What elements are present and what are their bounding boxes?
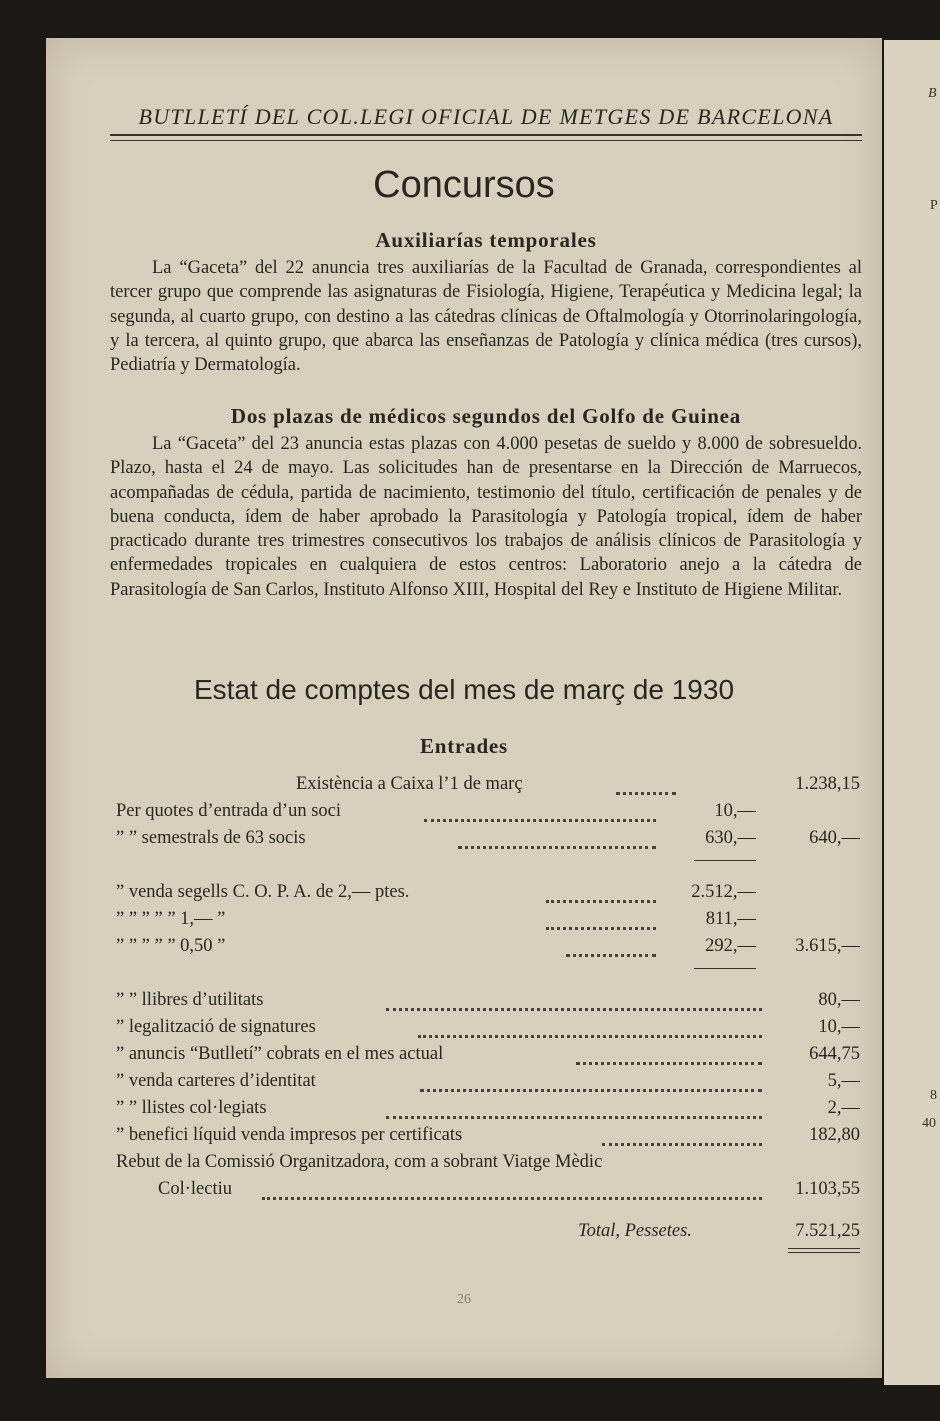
plazas-paragraph	[110, 432, 862, 602]
page-title: Concursos	[373, 164, 555, 206]
ledger-row	[46, 1017, 882, 1043]
dot-leader	[576, 1062, 762, 1065]
ledger-row-label: ” venda carteres d’identitat	[116, 1071, 316, 1091]
dot-leader	[546, 900, 656, 903]
ledger-row	[46, 1098, 882, 1124]
dot-leader	[262, 1197, 762, 1200]
ledger-row-label: ” ” ” ” ” 0,50 ”	[116, 936, 226, 956]
ledger-row	[46, 909, 882, 935]
facing-page-number: 40	[922, 1116, 936, 1131]
dot-leader	[418, 1035, 762, 1038]
header-rule	[110, 134, 862, 136]
total-double-rule	[788, 1252, 860, 1253]
ledger-amount: 1.103,55	[795, 1179, 860, 1199]
ledger-row	[46, 1179, 882, 1205]
ledger-subtotal: 811,—	[705, 909, 756, 929]
total-amount: 7.521,25	[795, 1221, 860, 1241]
ledger-subtotal: 2.512,—	[691, 882, 756, 902]
sum-rule	[694, 968, 756, 969]
plazas-heading: Dos plazas de médicos segundos del Golfo de Guinea	[230, 404, 742, 428]
ledger-row	[46, 774, 882, 800]
document-page	[46, 38, 882, 1378]
dot-leader	[546, 927, 656, 930]
ledger-amount: 2,—	[827, 1098, 860, 1118]
facing-page-edge	[884, 40, 940, 1385]
dot-leader	[386, 1008, 762, 1011]
ledger-amount: 640,—	[809, 828, 860, 848]
ledger-row-label: ” legalització de signatures	[116, 1017, 316, 1037]
ledger-row	[46, 1044, 882, 1070]
ledger-total-row	[46, 1221, 882, 1247]
ledger-row-label: Per quotes d’entrada d’un soci	[116, 801, 342, 821]
total-double-rule	[788, 1248, 860, 1249]
ledger-row-label: ” anuncis “Butlletí” cobrats en el mes actual	[116, 1044, 444, 1064]
sum-rule	[694, 860, 756, 861]
dot-leader	[458, 846, 656, 849]
dot-leader	[566, 954, 656, 957]
ledger-row	[46, 828, 882, 854]
ledger-amount: 10,—	[818, 1017, 860, 1037]
ledger-row-label: ” venda segells C. O. P. A. de 2,— ptes.	[116, 882, 410, 902]
facing-page-number: 8	[930, 1088, 937, 1103]
ledger-row-label: Existència a Caixa l’1 de març	[296, 774, 523, 794]
ledger-amount: 3.615,—	[795, 936, 860, 956]
page-number: 26	[457, 1292, 471, 1307]
ledger-subtotal: 630,—	[705, 828, 756, 848]
ledger-amount: 80,—	[818, 990, 860, 1010]
ledger-row	[46, 801, 882, 827]
ledger-row	[46, 1071, 882, 1097]
ledger-row-label: ” benefici líquid venda impresos per certificats	[116, 1125, 463, 1145]
total-label: Total, Pessetes.	[578, 1221, 692, 1241]
ledger-amount: 644,75	[809, 1044, 860, 1064]
ledger-row	[46, 990, 882, 1016]
running-header: BUTLLETÍ DEL COL.LEGI OFICIAL DE METGES DE BARCELONA	[138, 104, 834, 129]
ledger-row	[46, 936, 882, 962]
plazas-text: La “Gaceta” del 23 anuncia estas plazas con 4.000 pesetas de sueldo y 8.000 de sobresueldo. Plazo, hasta el 24 de mayo. Las solicitudes han de presentarse en la Dirección de Marruecos, acompañadas de cédula, partida de nacimiento, testimonio del título, certificación de penales y de buena conducta, ídem de haber aprobado la Parasitología y Patología tropical, ídem de haber practicado durante tres trimestres consecutivos los trabajos de análisis clínicos de Parasitología y enfermedades tropicales en cualquiera de estos centros: Laboratorio anejo a la cátedra de Parasitología de San Carlos, Instituto Alfonso XIII, Hospital del Rey e Instituto de Higiene Militar.	[110, 434, 862, 600]
entrades-heading: Entrades	[419, 734, 509, 758]
ledger-subtotal: 292,—	[705, 936, 756, 956]
ledger-amount: 1.238,15	[795, 774, 860, 794]
auxiliarias-paragraph	[110, 256, 862, 377]
ledger-row-label: Col·lectiu	[158, 1179, 232, 1199]
header-rule-thin	[110, 140, 862, 141]
auxiliarias-heading: Auxiliarías temporales	[375, 228, 597, 252]
ledger-amount: 182,80	[809, 1125, 860, 1145]
dot-leader	[386, 1116, 762, 1119]
ledger-row	[46, 1152, 882, 1178]
ledger-row	[46, 882, 882, 908]
facing-page-letter: P	[930, 198, 938, 213]
dot-leader	[420, 1089, 762, 1092]
auxiliarias-text: La “Gaceta” del 22 anuncia tres auxiliarías de la Facultad de Granada, correspondientes al tercer grupo que comprende las asignaturas de Fisiología, Higiene, Terapéutica y Medicina legal; la segunda, al cuarto grupo, con destino a las cátedras clínicas de Oftalmología y Otorrinolaringología, y la tercera, al quinto grupo, que abarca las enseñanzas de Patología y clínica médica (tres cursos), Pediatría y Dermatología.	[110, 258, 862, 376]
dot-leader	[616, 792, 676, 795]
ledger-row-label: ” ” semestrals de 63 socis	[116, 828, 306, 848]
ledger-row-label: ” ” llistes col·legiats	[116, 1098, 267, 1118]
accounts-title: Estat de comptes del mes de març de 1930	[193, 674, 735, 705]
ledger-row	[46, 1125, 882, 1151]
dot-leader	[424, 819, 656, 822]
ledger-subtotal: 10,—	[714, 801, 756, 821]
facing-page-letter: B	[928, 86, 937, 101]
ledger-row-label: Rebut de la Comissió Organitzadora, com a sobrant Viatge Mèdic	[116, 1152, 603, 1172]
dot-leader	[602, 1143, 762, 1146]
ledger-row-label: ” ” ” ” ” 1,— ”	[116, 909, 226, 929]
ledger-amount: 5,—	[827, 1071, 860, 1091]
ledger-row-label: ” ” llibres d’utilitats	[116, 990, 264, 1010]
